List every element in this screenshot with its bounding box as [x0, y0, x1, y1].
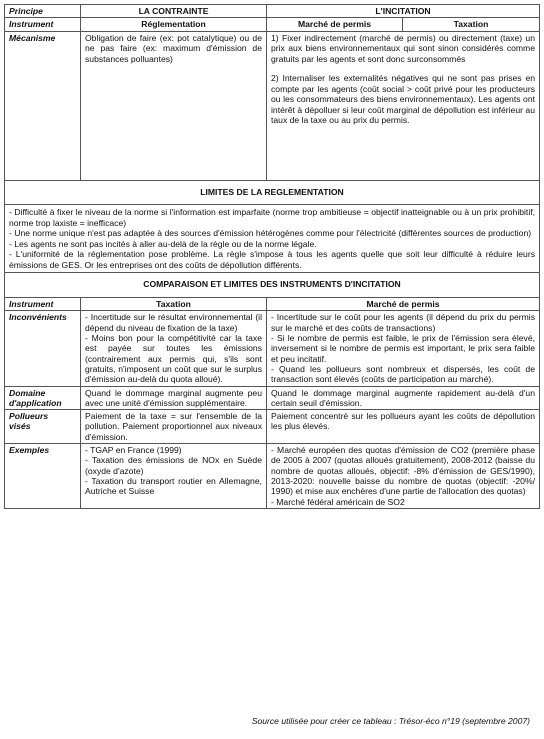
mecanisme-contrainte	[81, 31, 267, 180]
list-item: - Marché fédéral américain de SO2	[271, 496, 405, 507]
inconvenients-taxation	[81, 311, 267, 386]
limites-item: - Difficulté à fixer le niveau de la norme si l'information est imparfaite (norme trop ambitieuse = objectif inatteignable ou à un prix prohibitif, norme trop laxiste = inefficace)	[9, 207, 535, 228]
row-inconvenients	[5, 311, 540, 386]
label-pollueurs-line2: visés	[9, 421, 31, 432]
pollueurs-taxation: Paiement de la taxe = sur l'ensemble de la pollution. Paiement proportionnel aux niveaux d'émission.	[81, 410, 267, 444]
list-item: - Taxation des émissions de NOx en Suède (oxyde d'azote)	[85, 455, 262, 476]
limites-body	[5, 205, 540, 273]
mecanisme-incitation	[267, 31, 540, 180]
header-principe: Principe	[5, 5, 81, 18]
header-marche-permis: Marché de permis	[267, 18, 403, 31]
label-exemples: Exemples	[5, 444, 81, 509]
list-item: - Si le nombre de permis est faible, le prix de l'émission sera élevé, inversement si le nombre de permis est important, le prix sera faible et peu incitatif.	[271, 332, 535, 364]
inconvenients-marche	[267, 311, 540, 386]
comparaison-header-taxation: Taxation	[81, 297, 267, 310]
row-pollueurs	[5, 410, 540, 444]
limites-item: - Une norme unique n'est pas adaptée à des sources d'émission hétérogènes comme pour l'électricité (différentes sources de production)	[9, 228, 532, 239]
label-mecanisme: Mécanisme	[5, 31, 81, 180]
list-item: - TGAP en France (1999)	[85, 445, 182, 456]
header-contrainte: LA CONTRAINTE	[81, 5, 267, 18]
pollueurs-marche: Paiement concentré sur les pollueurs ayant les coûts de dépollution les plus élevés.	[267, 410, 540, 444]
row-mecanisme	[5, 31, 540, 180]
mecanisme-incitation-2: 2) Internaliser les externalités négatives qui ne sont pas prises en compte par les agents (coût social > coût privé pour les producteurs ou les consommateurs des biens environnementaux). Les agents ont intérêt à dépolluer si leur coût marginal de dépollution est inférieur au taux de la taxe ou au prix du permis.	[271, 73, 535, 126]
label-inconvenients: Inconvénients	[5, 311, 81, 386]
domaine-marche: Quand le dommage marginal augmente rapidement au-delà d'un certain seuil d'émission.	[267, 386, 540, 410]
list-item: - Moins bon pour la compétitivité car la taxe est payée sur toutes les émissions (contrairement aux permis qui, s'ils sont gratuits, n'imposent un coût que sur le surplus d'émission au-delà du quota alloué).	[85, 332, 262, 385]
label-domaine-line1: Domaine	[9, 387, 46, 398]
comparaison-header-row	[5, 297, 540, 310]
header-row-principe	[5, 5, 540, 18]
label-pollueurs-line1: Pollueurs	[9, 411, 49, 422]
document-page	[4, 4, 539, 509]
list-item: - Taxation du transport routier en Allemagne, Autriche et Suisse	[85, 476, 262, 497]
header-instrument: Instrument	[5, 18, 81, 31]
list-item: - Marché européen des quotas d'émission de CO2 (première phase de 2005 à 2007 (quotas alloués gratuitement), 2008-2012 (baisse du nombre de quotas alloués, objectif: -8% d'émission de GES/1990), 2013-2020: nouvelle baisse du nombre de quotas (objectif: -20%/ 1990) et mise aux enchères d'une partie de l'allocation des quotas)	[271, 445, 535, 497]
mecanisme-incitation-1: 1) Fixer indirectement (marché de permis) ou directement (taxe) un prix aux biens environnementaux qui sont sinon considérés comme gratuits par les agents et sont donc surconsommés	[271, 32, 535, 64]
mecanisme-contrainte-text: Obligation de faire (ex: pot catalytique) ou de ne pas faire (ex: maximum d'émission de substances polluantes)	[85, 32, 262, 64]
limites-title: LIMITES DE LA REGLEMENTATION	[5, 180, 540, 204]
row-comparaison-title	[5, 273, 540, 297]
comparaison-header-instrument: Instrument	[5, 297, 81, 310]
exemples-taxation	[81, 444, 267, 509]
instruments-table	[4, 4, 540, 509]
header-row-instrument	[5, 18, 540, 31]
row-limites-title	[5, 180, 540, 204]
source-caption: Source utilisée pour créer ce tableau : Trésor-éco n°19 (septembre 2007)	[251, 716, 530, 726]
header-taxation: Taxation	[403, 18, 540, 31]
row-limites-body	[5, 205, 540, 273]
list-item: - Quand les pollueurs sont nombreux et dispersés, les coût de transaction sont élevés (coûts de participation au marché).	[271, 363, 535, 385]
row-exemples	[5, 444, 540, 509]
header-reglementation: Réglementation	[81, 18, 267, 31]
list-item: - Incertitude sur le résultat environnemental (il dépend du niveau de fixation de la taxe)	[85, 312, 262, 333]
exemples-marche	[267, 444, 540, 509]
comparaison-title: COMPARAISON ET LIMITES DES INSTRUMENTS D'INCITATION	[5, 273, 540, 297]
domaine-taxation: Quand le dommage marginal augmente peu avec une unité d'émission supplémentaire.	[81, 386, 267, 410]
label-pollueurs	[5, 410, 81, 444]
comparaison-header-marche: Marché de permis	[267, 297, 540, 310]
list-item: - Incertitude sur le coût pour les agents (il dépend du prix du permis sur le marché et des coûts de transactions)	[271, 312, 535, 333]
header-incitation: L'INCITATION	[267, 5, 540, 18]
limites-item: - Les agents ne sont pas incités à aller au-delà de la règle ou de la norme légale.	[9, 238, 317, 249]
label-domaine-line2: d'application	[9, 397, 62, 408]
limites-item: - L'uniformité de la réglementation pose problème. La règle s'impose à tous les agents quelle que soit leur difficulté à réduire leurs émissions de GES. Or les entreprises ont des coûts de dépollution différents.	[9, 249, 535, 270]
row-domaine	[5, 386, 540, 410]
label-domaine	[5, 386, 81, 410]
